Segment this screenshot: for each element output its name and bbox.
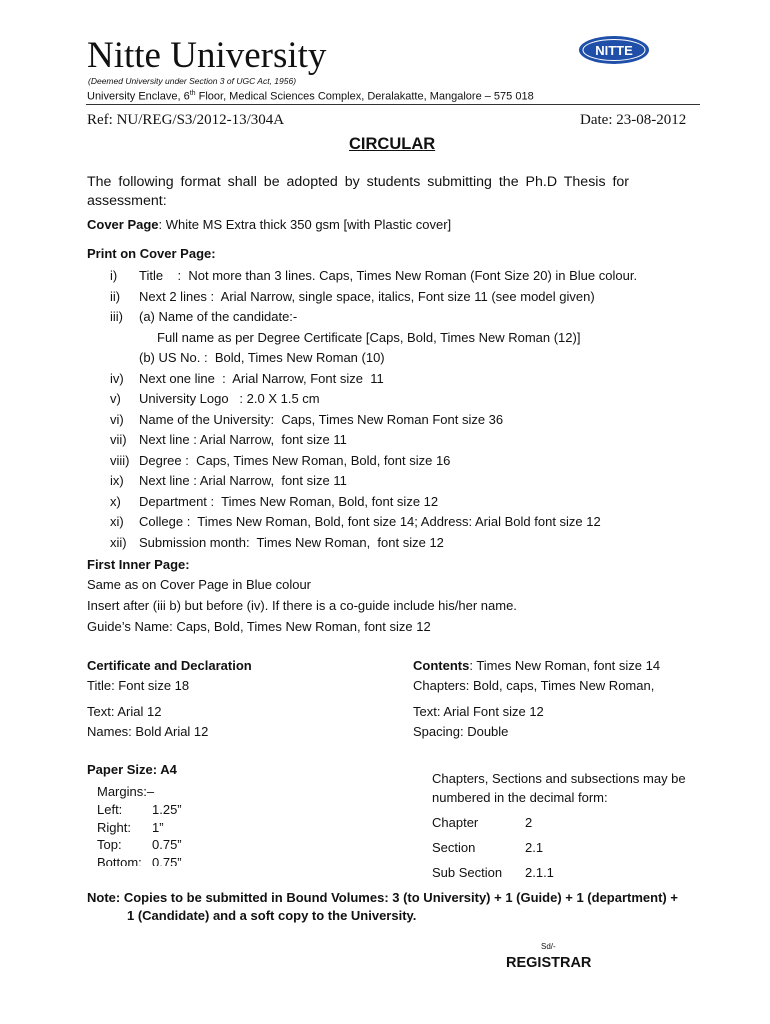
contents-text-line: Text: Arial Font size 12 <box>413 704 544 719</box>
certificate-title-line: Title: Font size 18 <box>87 678 190 693</box>
signature-sd: Sd/- <box>541 942 556 951</box>
note-line-continued: 1 (Candidate) and a soft copy to the University. <box>127 908 417 923</box>
list-item-text: Next line : Arial Narrow, font size 11 <box>139 432 347 447</box>
nitte-logo <box>578 34 650 66</box>
list-item-number: ix) <box>110 473 124 488</box>
margin-top-label: Top: <box>97 837 122 852</box>
list-item-number: i) <box>110 268 118 283</box>
numbering-intro-line: Chapters, Sections and subsections may be <box>432 771 686 786</box>
margins-label: Margins:– <box>97 784 155 799</box>
note-line: Note: Copies to be submitted in Bound Volumes: 3 (to University) + 1 (Guide) + 1 (department) + <box>87 890 678 905</box>
numbering-intro-line: numbered in the decimal form: <box>432 790 608 805</box>
contents-chapters-line: Chapters: Bold, caps, Times New Roman, <box>413 678 655 693</box>
university-address: University Enclave, 6th Floor, Medical Sciences Complex, Deralakatte, Mangalore – 575 018 <box>87 90 534 103</box>
list-item-number: v) <box>110 391 121 406</box>
certificate-heading: Certificate and Declaration <box>87 658 252 673</box>
list-item-number: vi) <box>110 411 124 427</box>
margins-box <box>97 782 237 866</box>
list-item-text: Department : Times New Roman, Bold, font size 12 <box>139 493 439 509</box>
list-item-text: (b) US No. : Bold, Times New Roman (10) <box>139 350 385 365</box>
list-item-number: xii) <box>110 534 127 550</box>
certificate-text-line: Text: Arial 12 <box>87 704 162 719</box>
list-item-text: University Logo : 2.0 X 1.5 cm <box>139 391 320 406</box>
paper-size-heading: Paper Size: A4 <box>87 762 177 777</box>
margin-bottom-label: Bottom: <box>97 855 142 866</box>
list-item-number: viii) <box>110 452 130 468</box>
list-item-text: Title : Not more than 3 lines. Caps, Times New Roman (Font Size 20) in Blue colour. <box>139 268 638 283</box>
list-item-text: Submission month: Times New Roman, font size 12 <box>139 534 444 550</box>
list-item-text: Next one line : Arial Narrow, Font size 11 <box>139 370 384 386</box>
margin-right-value: 1” <box>152 820 164 835</box>
margin-right-label: Right: <box>97 820 131 835</box>
margin-left-label: Left: <box>97 802 123 817</box>
university-name: Nitte University <box>87 35 327 76</box>
list-item-text: Next line : Arial Narrow, font size 11 <box>139 473 347 488</box>
list-item-number: xi) <box>110 514 124 529</box>
circular-title: CIRCULAR <box>349 135 436 153</box>
first-inner-heading: First Inner Page: <box>87 557 190 572</box>
list-item-number: ii) <box>110 288 121 304</box>
first-inner-line: Guide’s Name: Caps, Bold, Times New Roman, font size 12 <box>87 619 431 634</box>
numbering-section-value: 2.1 <box>525 840 544 855</box>
intro-paragraph: The following format shall be adopted by students submitting the Ph.D Thesis for assessment: <box>87 174 630 209</box>
list-item-number: x) <box>110 493 121 509</box>
numbering-chapter-value: 2 <box>525 815 533 830</box>
list-item-number: iii) <box>110 309 123 324</box>
logo-text: NITTE <box>595 43 633 58</box>
numbering-section-label: Section <box>432 840 476 855</box>
cover-page-line: Cover Page: White MS Extra thick 350 gsm [with Plastic cover] <box>87 217 452 232</box>
margin-top-value: 0.75” <box>152 837 182 852</box>
contents-spacing-line: Spacing: Double <box>413 724 509 739</box>
circular-date: Date: 23-08-2012 <box>580 112 687 128</box>
numbering-subsection-value: 2.1.1 <box>525 865 554 880</box>
header-rule <box>86 104 700 105</box>
print-cover-heading: Print on Cover Page: <box>87 246 216 261</box>
contents-line: Contents: Times New Roman, font size 14 <box>413 658 661 673</box>
first-inner-line: Same as on Cover Page in Blue colour <box>87 577 312 592</box>
certificate-names-line: Names: Bold Arial 12 <box>87 724 209 739</box>
list-item-number: iv) <box>110 370 124 386</box>
list-item-text: Degree : Caps, Times New Roman, Bold, font size 16 <box>139 452 451 468</box>
registrar-title: REGISTRAR <box>506 955 592 971</box>
margin-bottom-value: 0.75” <box>152 855 182 866</box>
numbering-subsection-label: Sub Section <box>432 865 503 880</box>
margin-left-value: 1.25” <box>152 802 182 817</box>
reference-number: Ref: NU/REG/S3/2012-13/304A <box>87 112 285 128</box>
deemed-university-line: (Deemed University under Section 3 of UGC Act, 1956) <box>88 76 297 86</box>
list-item-text: Full name as per Degree Certificate [Caps, Bold, Times New Roman (12)] <box>139 329 581 345</box>
list-item-text: Next 2 lines : Arial Narrow, single space, italics, Font size 11 (see model given) <box>139 288 595 304</box>
first-inner-line: Insert after (iii b) but before (iv). If there is a co-guide include his/her name. <box>87 598 517 613</box>
list-item-text: (a) Name of the candidate:- <box>139 309 298 324</box>
list-item-text: Name of the University: Caps, Times New Roman Font size 36 <box>139 411 504 427</box>
numbering-chapter-label: Chapter <box>432 815 479 830</box>
list-item-text: College : Times New Roman, Bold, font size 14; Address: Arial Bold font size 12 <box>139 514 601 529</box>
list-item-number: vii) <box>110 432 127 447</box>
